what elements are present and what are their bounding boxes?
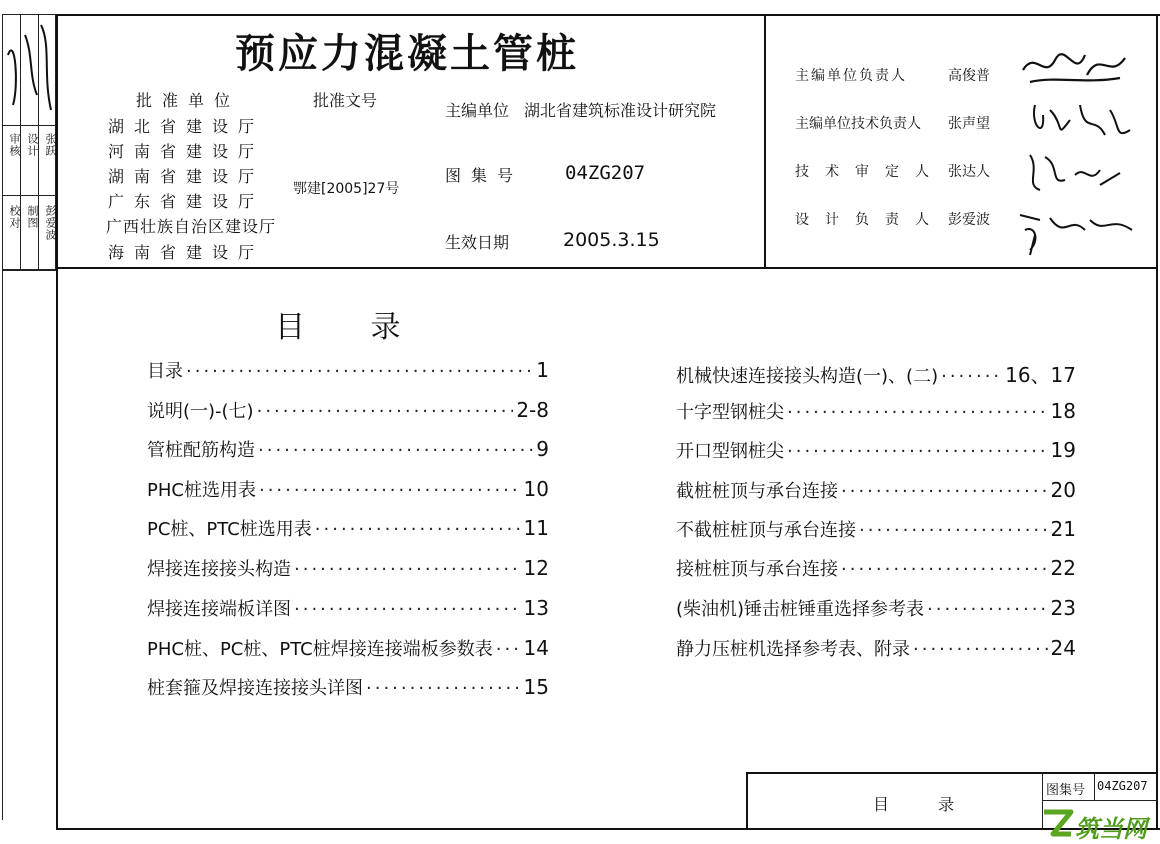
binding-margin-top	[2, 270, 56, 271]
toc-left-8[interactable]: PHC桩、PC桩、PTC桩焊接连接端板参数表 ····· 14	[147, 635, 549, 661]
frame-top	[56, 14, 1160, 16]
editor-label: 主编单位	[445, 101, 510, 120]
approval-unit-6: 海南省建设厅	[108, 243, 265, 262]
side-strip	[2, 14, 56, 270]
toc-right-6[interactable]: 接桩桩顶与承台连接 ····· 22	[676, 555, 1076, 581]
approval-doc-no: 鄂建[2005]27号	[293, 181, 400, 197]
toc-left-7[interactable]: 焊接连接端板详图 ····· 13	[147, 595, 549, 621]
side-cell-5: 张跃	[44, 133, 57, 157]
approval-unit-1: 湖北省建设厅	[108, 117, 265, 136]
binding-margin-line	[2, 270, 3, 820]
watermark-text: 筑当网	[1075, 815, 1147, 843]
zd-logo-icon	[1041, 808, 1075, 838]
toc-left-3[interactable]: 管桩配筋构造 ····· 9	[147, 436, 549, 462]
side-cell-3: 设计	[26, 133, 39, 157]
sheet-title: 目 录	[873, 795, 977, 814]
side-signature	[3, 15, 55, 123]
toc-left-9[interactable]: 桩套箍及焊接连接接头详图 ····· 15	[147, 674, 549, 700]
toc-right-8[interactable]: 静力压桩机选择参考表、附录 ····· 24	[676, 635, 1076, 661]
titleblock-atlas-label: 图集号	[1046, 783, 1086, 798]
effective-date: 2005.3.15	[563, 229, 660, 251]
approval-unit-4: 广东省建设厅	[108, 192, 265, 211]
frame-right	[1156, 14, 1158, 830]
toc-right-7[interactable]: (柴油机)锤击桩锤重选择参考表 ····· 23	[676, 595, 1076, 621]
side-cell-2: 校对	[8, 205, 21, 229]
toc-left-4[interactable]: PHC桩选用表 ····· 10	[147, 476, 549, 502]
toc-left-1[interactable]: 目录 ····· 1	[147, 357, 549, 383]
signature-4	[1010, 200, 1140, 260]
approval-units-heading: 批准单位	[136, 91, 241, 110]
toc-right-4[interactable]: 截桩桩顶与承台连接 ····· 20	[676, 477, 1076, 503]
titleblock-atlas-no: 04ZG207	[1097, 779, 1148, 793]
atlas-no: 04ZG207	[565, 162, 646, 184]
side-cell-4: 制图	[26, 205, 39, 229]
signature-2	[1025, 95, 1135, 145]
toc-title: 目 录	[275, 310, 429, 345]
name-design: 彭爱波	[948, 212, 990, 228]
document-title: 预应力混凝土管桩	[235, 31, 579, 77]
toc-right-3[interactable]: 开口型钢桩尖 ····· 19	[676, 437, 1076, 463]
toc-left-5[interactable]: PC桩、PTC桩选用表 ····· 11	[147, 515, 549, 541]
effective-date-label: 生效日期	[445, 233, 510, 252]
watermark-logo	[1041, 808, 1159, 843]
header-divider	[56, 267, 1158, 269]
editor-unit: 湖北省建筑标准设计研究院	[524, 101, 717, 120]
role-design: 设计负责人	[795, 212, 945, 228]
toc-right-5[interactable]: 不截桩桩顶与承台连接 ····· 21	[676, 516, 1076, 542]
titleblock-divider-2	[1094, 772, 1095, 800]
toc-right-1[interactable]: 机械快速连接接头构造(一)、(二) ····· 16、17	[676, 359, 1076, 388]
signature-3	[1015, 145, 1125, 195]
side-cell-1: 审核	[8, 133, 21, 157]
approval-doc-heading: 批准文号	[313, 91, 378, 110]
toc-right-2[interactable]: 十字型钢桩尖 ····· 18	[676, 398, 1076, 424]
approval-unit-2: 河南省建设厅	[108, 142, 265, 161]
toc-left-2[interactable]: 说明(一)-(七) ····· 2-8	[147, 397, 549, 423]
approval-unit-3: 湖南省建设厅	[108, 167, 265, 186]
role-tech-review: 技术审定人	[795, 164, 945, 180]
titleblock-top-border	[746, 772, 1158, 774]
titleblock-left-border	[746, 772, 748, 830]
side-cell-6: 彭爱波	[44, 205, 57, 241]
name-tech-review: 张达人	[948, 164, 990, 180]
signature-1	[1015, 40, 1135, 90]
frame-bottom	[56, 828, 1160, 830]
name-chief-tech: 张声望	[948, 116, 990, 132]
toc-left-6[interactable]: 焊接连接接头构造 ····· 12	[147, 555, 549, 581]
header-vertical-divider	[764, 14, 766, 269]
approval-unit-5: 广西壮族自治区建设厅	[106, 217, 277, 236]
name-chief-unit: 高俊普	[948, 68, 990, 84]
atlas-no-label: 图集号	[445, 166, 524, 185]
titleblock-row-line	[1042, 800, 1158, 801]
role-chief-tech: 主编单位技术负责人	[795, 116, 921, 132]
role-chief-unit: 主编单位负责人	[795, 68, 907, 84]
